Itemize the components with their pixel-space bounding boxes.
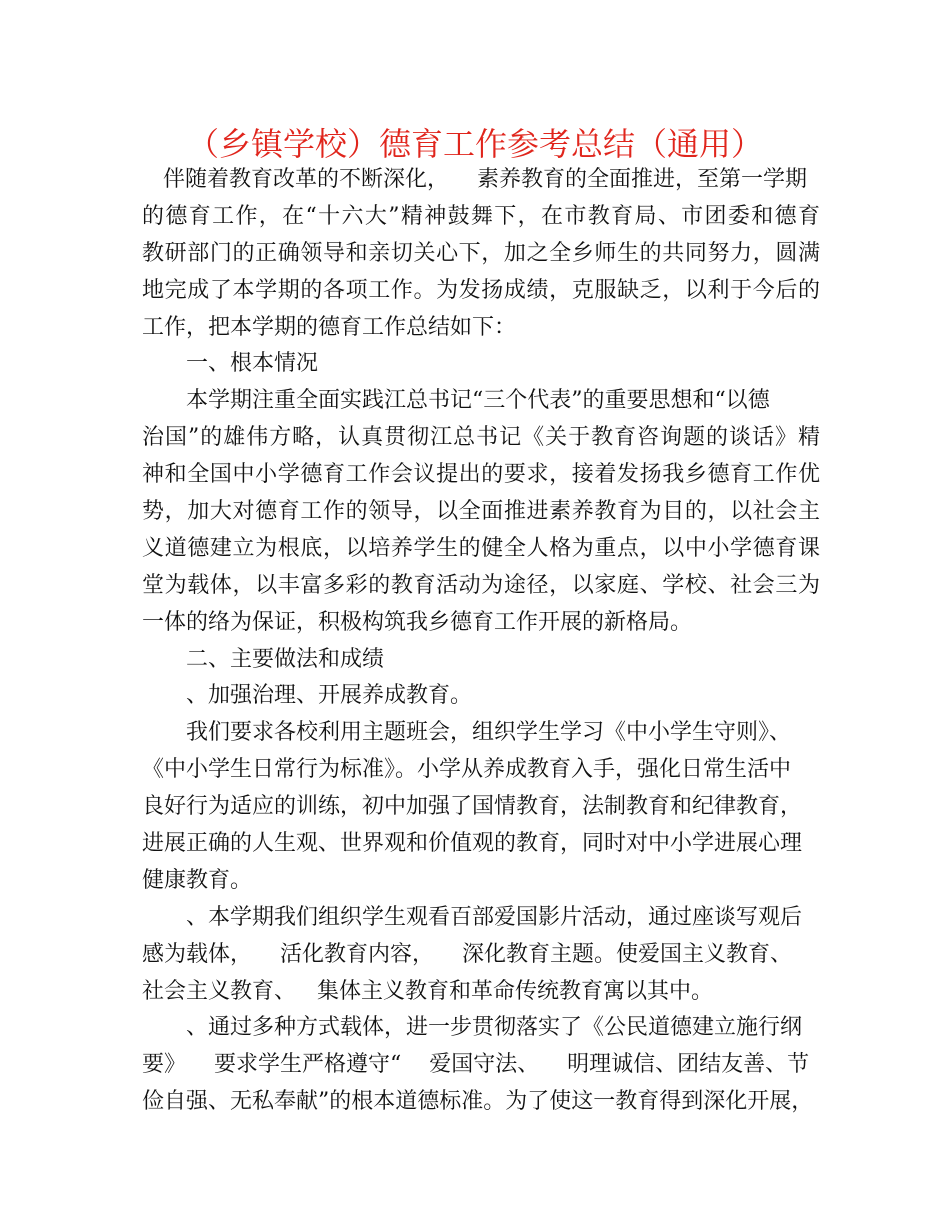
paragraph-line: 、通过多种方式载体，进一步贯彻落实了《公民道德建立施行纲: [186, 1015, 803, 1041]
document-title: （乡镇学校）德育工作参考总结（通用）: [186, 125, 763, 163]
paragraph-line: 《中小学生日常行为标准》。小学从养成教育入手，强化日常生活中: [142, 757, 792, 783]
paragraph-line: 进展正确的人生观、世界观和价值观的教育，同时对中小学进展心理: [142, 831, 803, 857]
subsection-heading: 、加强治理、开展养成教育。: [186, 683, 473, 709]
paragraph-line: 要》 要求学生严格遵守“ 爱国守法、 明理诚信、团结友善、节: [142, 1052, 810, 1078]
paragraph-line: 良好行为适应的训练，初中加强了国情教育，法制教育和纪律教育，: [142, 794, 803, 820]
paragraph-line: 感为载体， 活化教育内容， 深化教育主题。使爱国主义教育、: [142, 941, 792, 967]
paragraph-line: 伴随着教育改革的不断深化， 素养教育的全面推进，至第一学期: [163, 167, 807, 192]
paragraph-line: 义道德建立为根底，以培养学生的健全人格为重点，以中小学德育课: [142, 535, 820, 561]
paragraph-line: 教研部门的正确领导和亲切关心下，加之全乡师生的共同努力，圆满: [142, 240, 820, 266]
paragraph-line: 治国”的雄伟方略，认真贯彻江总书记《关于教育咨询题的谈话》精: [142, 425, 820, 451]
paragraph-line: 势，加大对德育工作的领导，以全面推进素养教育为目的，以社会主: [142, 499, 820, 525]
document-body: [142, 162, 820, 1121]
paragraph-line: 、本学期我们组织学生观看百部爱国影片活动，通过座谈写观后: [186, 904, 803, 930]
paragraph-line: 的德育工作，在“十六大”精神鼓舞下，在市教育局、市团委和德育: [142, 203, 820, 229]
paragraph-line: 健康教育。: [142, 867, 253, 893]
paragraph-line: 堂为载体，以丰富多彩的教育活动为途径，以家庭、学校、社会三为: [142, 572, 820, 598]
paragraph-line: 社会主义教育、 集体主义教育和革命传统教育寓以其中。: [142, 978, 713, 1004]
paragraph-line: 本学期注重全面实践江总书记“三个代表”的重要思想和“以德: [186, 388, 770, 414]
paragraph-line: 一体的络为保证，积极构筑我乡德育工作开展的新格局。: [142, 609, 693, 635]
paragraph-line: 我们要求各校利用主题班会，组织学生学习《中小学生守则》、: [186, 720, 792, 746]
paragraph-line: 俭自强、无私奉献”的根本道德标准。为了使这一教育得到深化开展，: [142, 1089, 814, 1115]
section-heading: 二、主要做法和成绩: [186, 646, 385, 672]
paragraph-line: 神和全国中小学德育工作会议提出的要求，接着发扬我乡德育工作优: [142, 462, 820, 488]
section-heading: 一、根本情况: [186, 351, 319, 377]
paragraph-line: 地完成了本学期的各项工作。为发扬成绩，克服缺乏，以利于今后的: [142, 277, 820, 303]
paragraph-line: 工作，把本学期的德育工作总结如下：: [142, 314, 517, 340]
